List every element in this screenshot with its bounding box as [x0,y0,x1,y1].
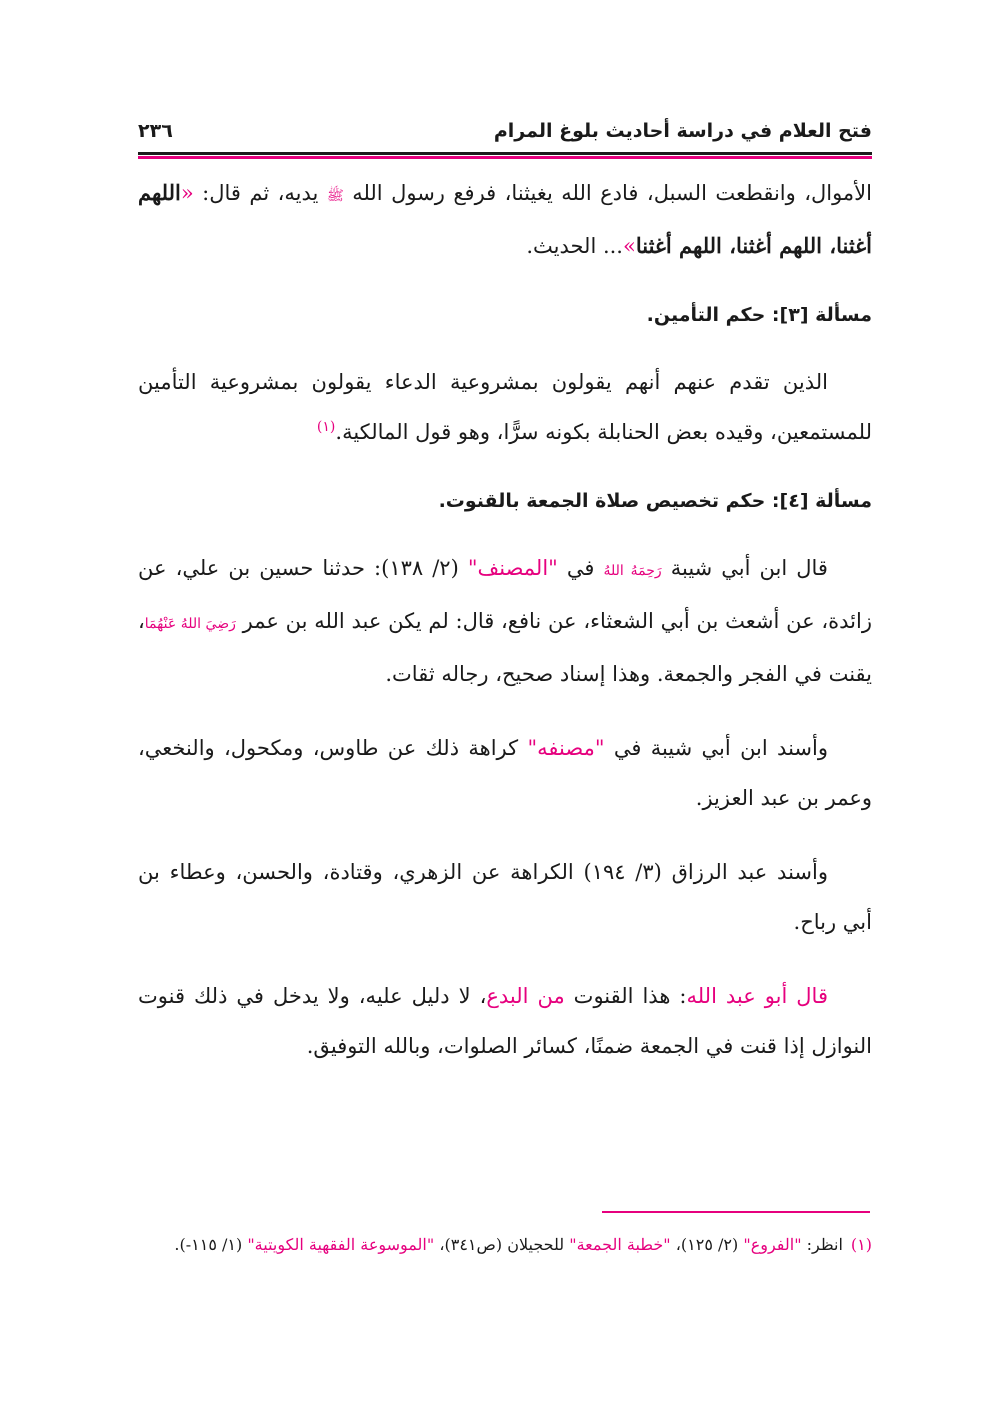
book-name: "المصنف" [467,556,558,580]
dua-text: اللهم أغثنا، اللهم أغثنا، اللهم أغثنا [138,180,872,258]
paragraph-karaha [138,723,872,823]
paragraph-hadith-end [138,168,872,271]
page-number: ٢٣٦ [138,120,173,142]
text-run: في [557,556,604,580]
paragraph-ibn-abi-shayba [138,543,872,699]
book-name: "مصنفه" [527,736,605,760]
text-run: ... الحديث. [526,234,623,258]
book-name: "الفروع" [743,1235,802,1254]
text-run: ، لا دليل عليه، ولا يدخل في ذلك قنوت النوازل إذا قنت في الجمعة ضمنًا، كسائر الصلوات، وبالله التوفيق. [138,984,872,1058]
issue-title: حكم تخصيص صلاة الجمعة بالقنوت. [438,490,766,512]
main-text [138,168,872,1095]
footnote-number: (١) [850,1235,872,1254]
book-name: "خطبة الجمعة" [569,1235,671,1254]
paragraph-tamin [138,357,872,457]
book-name: "الموسوعة الفقهية الكويتية" [247,1235,435,1254]
paragraph-abd-al-razzaq [138,847,872,947]
text-run: يديه، ثم قال: [193,181,327,205]
issue-title: حكم التأمين. [646,304,766,326]
bida-phrase: من البدع [486,984,565,1008]
text-run: الذين تقدم عنهم أنهم يقولون بمشروعية الدعاء يقولون بمشروعية التأمين للمستمعين، وقيده بعض الحنابلة بكونه سرًّا، وهو قول المالكية. [138,370,872,444]
issue-heading-4 [138,481,872,521]
running-header [138,118,872,150]
text-run: انظر: [801,1235,843,1254]
header-rule-dark [138,152,872,155]
text-run: وأسند ابن أبي شيبة في [604,736,828,760]
book-title: فتح العلام في دراسة أحاديث بلوغ المرام [493,120,872,142]
honorific-radiyallah: رَضِيَ اللهُ عَنْهُمَا [144,616,236,632]
text-run: وأسند عبد الرزاق (٣/ ١٩٤) الكراهة عن الزهري، وقتادة، والحسن، وعطاء بن أبي رباح. [138,860,872,934]
header-rule-accent [138,156,872,159]
footnote-1 [138,1228,872,1262]
quote-open: « [180,181,194,205]
honorific-saw: ﷺ [326,188,344,204]
text-run: (٢/ ١٣٨): حدثنا حسين بن علي، عن زائدة، عن أشعث بن أبي الشعثاء، عن نافع، قال: لم يكن عبد الله بن عمر [138,556,872,633]
issue-label: مسألة [٣]: [771,304,872,326]
text-run: ، يقنت في الفجر والجمعة. وهذا إسناد صحيح، رجاله ثقات. [138,609,872,686]
quote-close: » [622,234,636,258]
paragraph-author-opinion [138,971,872,1071]
footnote-ref: (١) [316,419,336,435]
honorific-rahimahullah: رَحِمَهُ اللهُ [603,563,662,579]
author-lead: قال أبو عبد الله [686,984,828,1008]
footnote-separator [602,1211,870,1213]
text-run: قال ابن أبي شيبة [661,556,828,580]
text-run: كراهة ذلك عن طاوس، ومكحول، والنخعي، وعمر بن عبد العزيز. [138,736,872,810]
text-run: الأموال، وانقطعت السبل، فادع الله يغيثنا، فرفع رسول الله [343,181,872,205]
text-run: : هذا القنوت [564,984,687,1008]
issue-label: مسألة [٤]: [771,490,872,512]
text-run: (١/ ١١٥-). [174,1235,248,1254]
issue-heading-3 [138,295,872,335]
footnotes [138,1228,872,1262]
text-run: (٢/ ١٢٥)، [670,1235,744,1254]
text-run: للحجيلان (ص٣٤١)، [434,1235,570,1254]
